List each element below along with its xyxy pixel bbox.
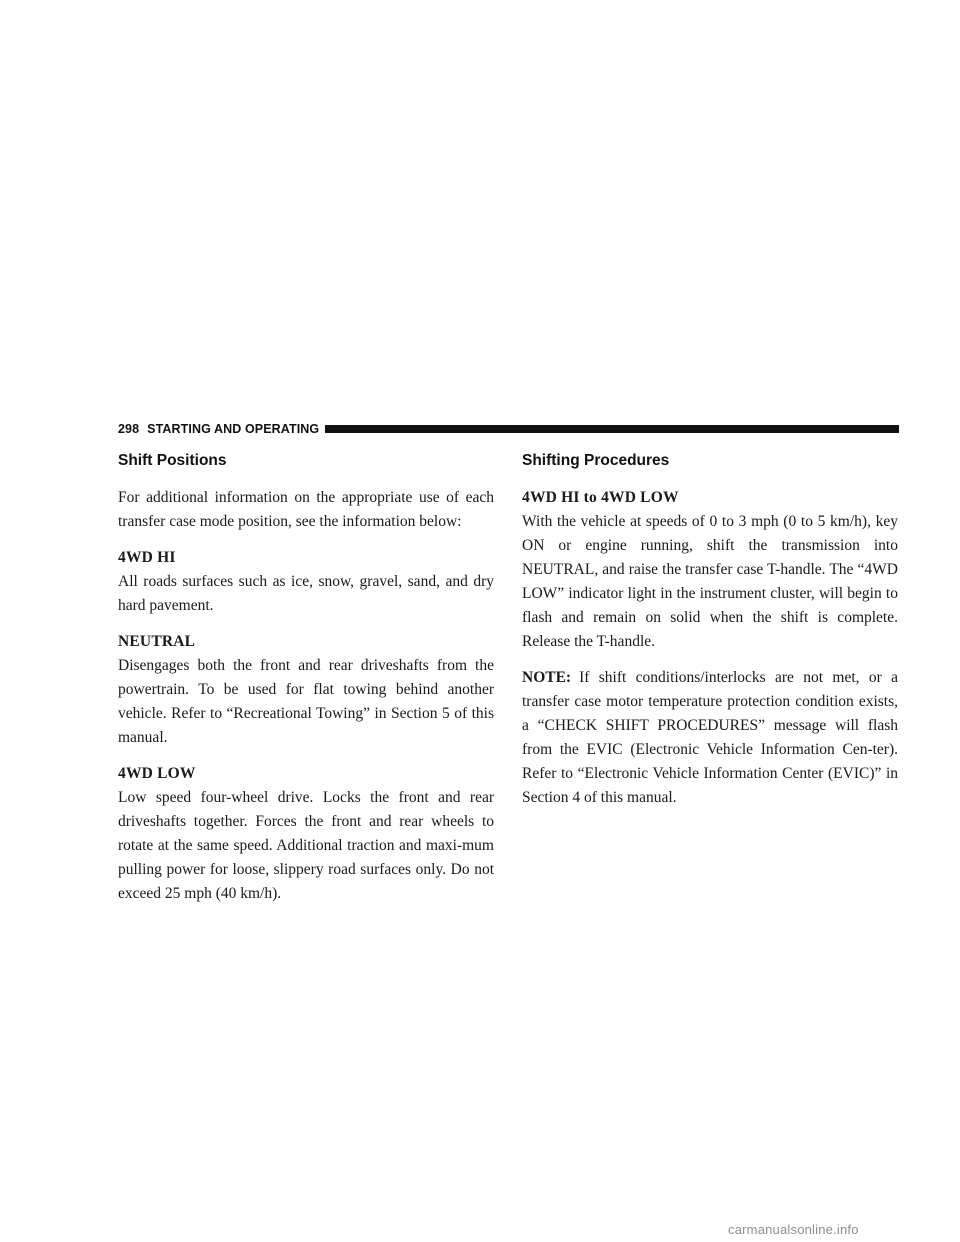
header-rule: [325, 425, 899, 433]
note-text: If shift conditions/interlocks are not met, or a transfer case motor temperature protection condition exists, a “CHECK SHIFT PROCEDURES” message will flash from the EVIC (Electronic Vehicle Information Cen-ter). Refer to “Electronic Vehicle Information Center (EVIC)” in Section 4 of this manual.: [522, 669, 898, 806]
note-label: NOTE:: [522, 669, 572, 686]
item-4wd-hi: [118, 546, 494, 618]
procedure-text: With the vehicle at speeds of 0 to 3 mph (0 to 5 km/h), key ON or engine running, shift the transmission into NEUTRAL, and raise the transfer case T-handle. The “4WD LOW” indicator light in the instrument cluster, will begin to flash and remain on solid when the shift is complete. Release the T-handle.: [522, 513, 898, 650]
page-number: 298: [118, 422, 140, 436]
item-4wd-low: [118, 762, 494, 906]
shift-positions-heading: Shift Positions: [118, 452, 227, 469]
item-neutral: [118, 630, 494, 750]
procedure-title: 4WD HI to 4WD LOW: [522, 489, 679, 506]
shift-positions-intro: For additional information on the appropriate use of each transfer case mode position, see the information below:: [118, 489, 494, 530]
section-title: STARTING AND OPERATING: [147, 422, 320, 436]
item-text: Low speed four-wheel drive. Locks the front and rear driveshafts together. Forces the front and rear wheels to rotate at the same speed. Additional traction and maxi-mum pulling power for loose, slippery road surfaces only. Do not exceed 25 mph (40 km/h).: [118, 789, 494, 902]
left-column: [118, 449, 494, 918]
page-header: [118, 421, 899, 437]
item-title: 4WD HI: [118, 549, 176, 566]
watermark: carmanualsonline.info: [728, 1222, 859, 1237]
item-text: Disengages both the front and rear driveshafts from the powertrain. To be used for flat towing behind another vehicle. Refer to “Recreational Towing” in Section 5 of this manual.: [118, 657, 494, 746]
shifting-procedures-heading: Shifting Procedures: [522, 452, 670, 469]
note-paragraph: [522, 666, 898, 810]
right-column: [522, 449, 898, 822]
item-title: NEUTRAL: [118, 633, 196, 650]
item-title: 4WD LOW: [118, 765, 196, 782]
item-text: All roads surfaces such as ice, snow, gravel, sand, and dry hard pavement.: [118, 573, 494, 614]
